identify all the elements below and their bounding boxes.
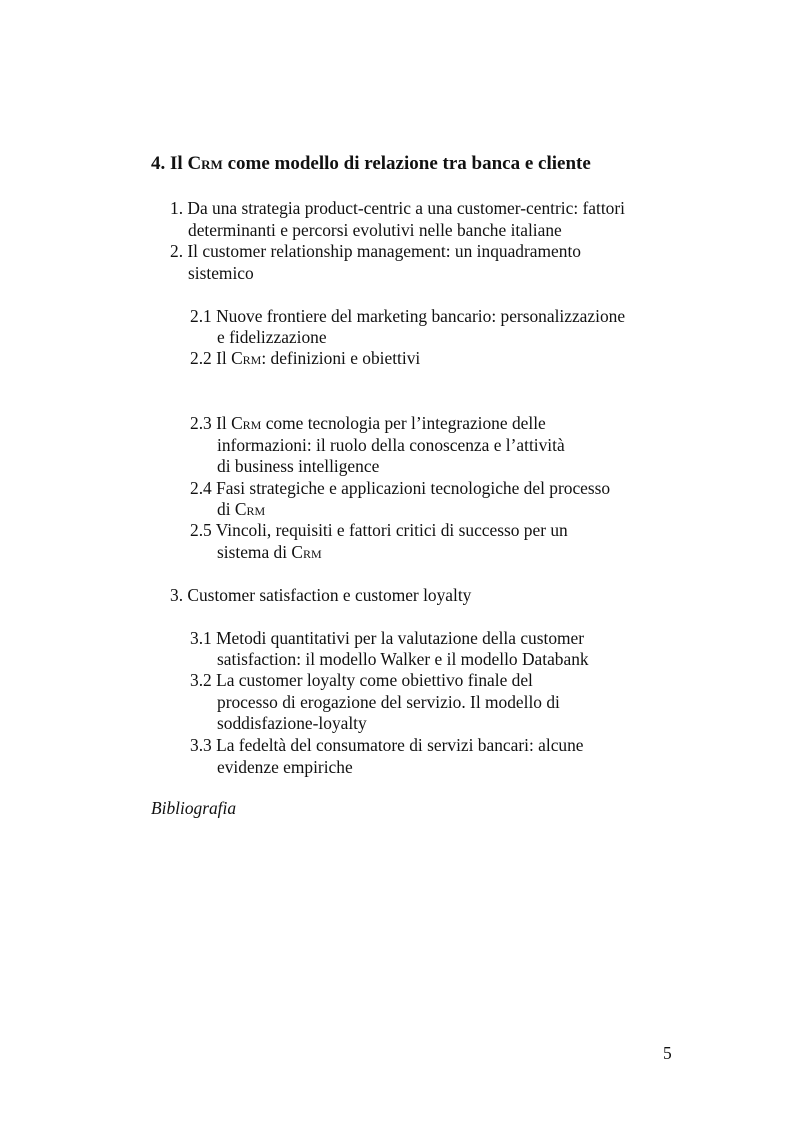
- toc-entry-2-2: [190, 347, 420, 369]
- toc-entry-2-3-post: come tecnologia per l’integrazione delle: [261, 413, 546, 433]
- toc-entry-1-line1: 1. Da una strategia product-centric a una customer-centric: fattori: [170, 198, 625, 218]
- toc-entry-2-3-line1: [190, 412, 546, 434]
- toc-entry-2-4-acronym: Crm: [234, 499, 266, 519]
- toc-entry-2-4-line2-pre: di: [217, 499, 235, 519]
- chapter-heading-suffix: come modello di relazione tra banca e cliente: [222, 153, 591, 174]
- toc-entry-2-4-line1: 2.4 Fasi strategiche e applicazioni tecnologiche del processo: [190, 478, 611, 498]
- toc-entry-3-line1: 3. Customer satisfaction e customer loyalty: [170, 585, 472, 605]
- toc-entry-2-1-line2: e fidelizzazione: [217, 327, 327, 347]
- toc-entry-2-5-line1: 2.5 Vincoli, requisiti e fattori critici di successo per un: [190, 520, 568, 540]
- toc-entry-3-1-line1: 3.1 Metodi quantitativi per la valutazione della customer: [190, 628, 585, 648]
- toc-entry-2-1-line1: 2.1 Nuove frontiere del marketing bancario: personalizzazione: [190, 306, 626, 326]
- toc-entry-2-2-pre: 2.2 Il: [190, 348, 232, 368]
- bibliography-heading: Bibliografia: [151, 798, 237, 818]
- toc-entry-3-3-line1: 3.3 La fedeltà del consumatore di servizi bancari: alcune: [190, 735, 584, 755]
- toc-entry-3-1-line2: satisfaction: il modello Walker e il modello Databank: [217, 649, 589, 669]
- toc-entry-3-2-line2: processo di erogazione del servizio. Il modello di: [217, 692, 560, 712]
- toc-entry-3-2-line3: soddisfazione-loyalty: [217, 713, 367, 733]
- toc-entry-2-line2: sistemico: [188, 263, 254, 283]
- toc-entry-2-2-post: : definizioni e obiettivi: [261, 348, 421, 368]
- toc-entry-2-line1: 2. Il customer relationship management: un inquadramento: [170, 241, 581, 261]
- page-number: 5: [663, 1043, 672, 1063]
- chapter-heading-acronym: Crm: [187, 153, 223, 174]
- toc-entry-2-3-line2: informazioni: il ruolo della conoscenza e l’attività: [217, 435, 565, 455]
- toc-entry-2-5-line2-pre: sistema di: [217, 542, 292, 562]
- toc-entry-3-2-line1: 3.2 La customer loyalty come obiettivo finale del: [190, 670, 533, 690]
- toc-entry-2-4-line2: [217, 498, 265, 520]
- toc-entry-2-3-pre: 2.3 Il: [190, 413, 232, 433]
- toc-entry-2-3-acronym: Crm: [231, 413, 262, 433]
- chapter-heading-prefix: 4. Il: [151, 153, 188, 174]
- toc-entry-2-3-line3: di business intelligence: [217, 456, 380, 476]
- toc-entry-1-line2: determinanti e percorsi evolutivi nelle banche italiane: [188, 220, 562, 240]
- toc-entry-2-5-acronym: Crm: [291, 542, 322, 562]
- toc-entry-2-2-acronym: Crm: [231, 348, 262, 368]
- toc-entry-3-3-line2: evidenze empiriche: [217, 757, 353, 777]
- chapter-heading: [151, 153, 591, 175]
- toc-entry-2-5-line2: [217, 541, 322, 563]
